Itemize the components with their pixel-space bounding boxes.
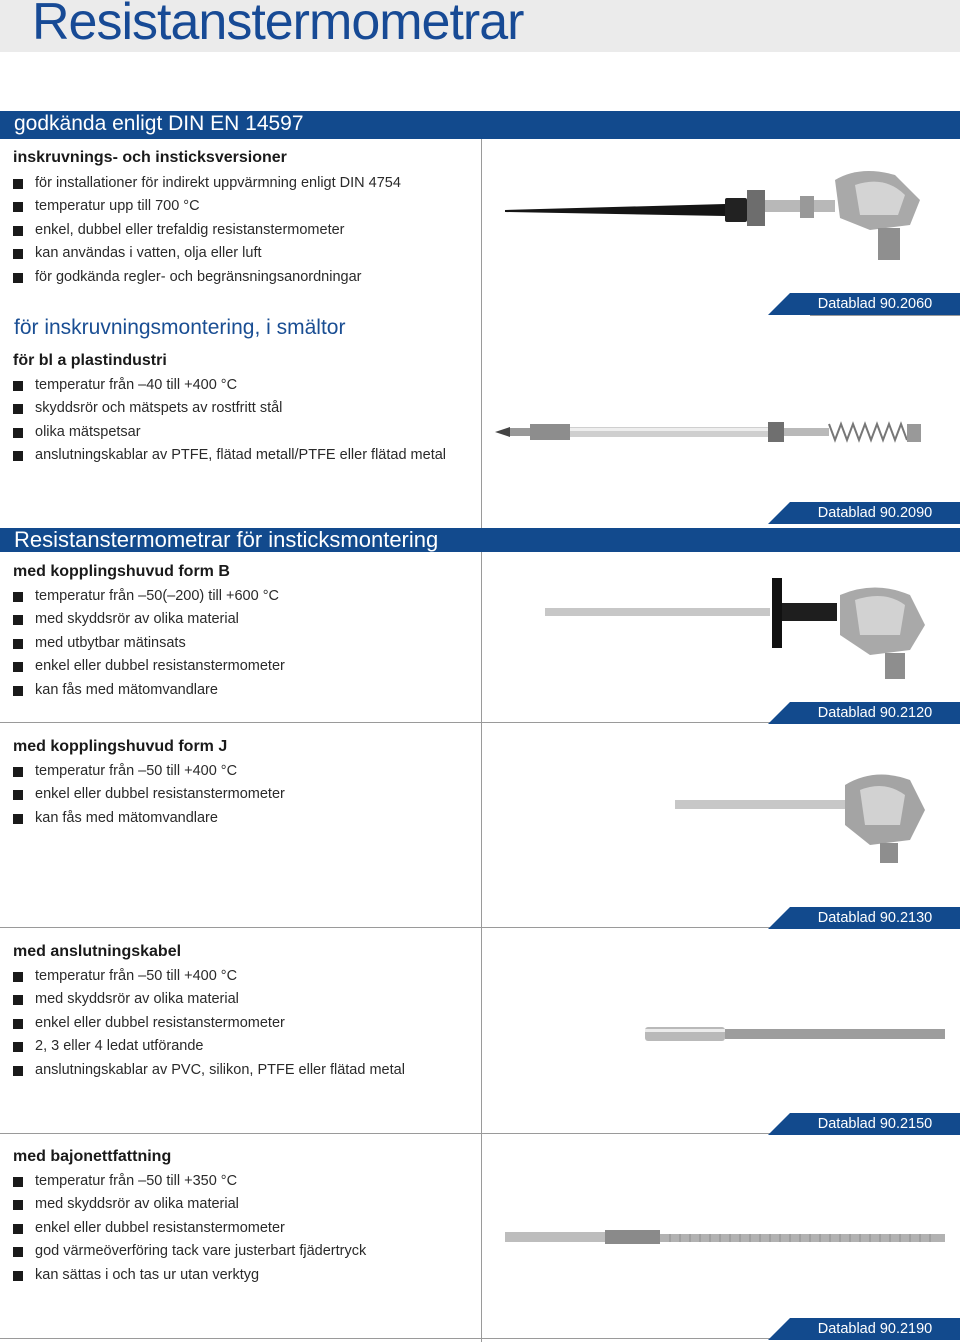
list-item: enkel eller dubbel resistanstermometer <box>13 1012 405 1035</box>
thermometer-head-j-image <box>640 765 940 865</box>
section-divider <box>810 315 960 316</box>
feature-list <box>13 585 285 702</box>
section-heading: med bajonettfattning <box>13 1148 172 1165</box>
section-heading: med anslutningskabel <box>13 943 182 960</box>
insertion-band-label: Resistanstermometrar för insticksmontering <box>14 527 439 552</box>
list-item: med utbytbar mätinsats <box>13 632 285 655</box>
approval-band <box>0 111 960 139</box>
insertion-band <box>0 528 960 552</box>
list-item: anslutningskablar av PTFE, flätad metall/PTFE eller flätad metal <box>13 444 446 467</box>
list-item: temperatur från –40 till +400 °C <box>13 374 446 397</box>
page-title: Resistanstermometrar <box>32 0 524 51</box>
list-item: temperatur från –50 till +350 °C <box>13 1170 366 1193</box>
datasheet-tab: Datablad 90.2150 <box>790 1113 960 1135</box>
list-item: kan sättas i och tas ur utan verktyg <box>13 1264 366 1287</box>
list-item: temperatur från –50 till +400 °C <box>13 760 285 783</box>
column-divider <box>481 139 482 528</box>
datasheet-tab: Datablad 90.2060 <box>790 293 960 315</box>
section-heading: inskruvnings- och insticksversioner <box>13 149 287 166</box>
approval-band-label: godkända enligt DIN EN 14597 <box>14 112 304 135</box>
thermometer-screw-in-image <box>500 160 940 280</box>
list-item: anslutningskablar av PVC, silikon, PTFE eller flätad metal <box>13 1059 405 1082</box>
datasheet-tab: Datablad 90.2130 <box>790 907 960 929</box>
section-heading: med kopplingshuvud form B <box>13 563 230 580</box>
list-item: med skyddsrör av olika material <box>13 608 285 631</box>
datasheet-tab: Datablad 90.2120 <box>790 702 960 724</box>
list-item: temperatur upp till 700 °C <box>13 195 401 218</box>
section-heading: för bl a plastindustri <box>13 352 167 369</box>
thermometer-cable-image <box>640 1020 950 1050</box>
datasheet-tab: Datablad 90.2090 <box>790 502 960 524</box>
list-item: med skyddsrör av olika material <box>13 1193 366 1216</box>
list-item: 2, 3 eller 4 ledat utförande <box>13 1035 405 1058</box>
list-item: för godkända regler- och begränsningsanordningar <box>13 266 401 289</box>
thermometer-head-b-image <box>540 575 940 685</box>
list-item: med skyddsrör av olika material <box>13 988 405 1011</box>
feature-list <box>13 760 285 830</box>
list-item: olika mätspetsar <box>13 421 446 444</box>
thermometer-bayonet-image <box>500 1220 950 1260</box>
feature-list <box>13 172 401 289</box>
datasheet-tab: Datablad 90.2190 <box>790 1318 960 1340</box>
feature-list <box>13 374 446 468</box>
list-item: enkel, dubbel eller trefaldig resistanstermometer <box>13 219 401 242</box>
thermometer-melt-image <box>490 410 930 460</box>
list-item: temperatur från –50(–200) till +600 °C <box>13 585 285 608</box>
list-item: temperatur från –50 till +400 °C <box>13 965 405 988</box>
list-item: enkel eller dubbel resistanstermometer <box>13 655 285 678</box>
list-item: kan användas i vatten, olja eller luft <box>13 242 401 265</box>
feature-list <box>13 1170 366 1287</box>
column-divider <box>481 552 482 1342</box>
section-subtitle: för inskruvningsmontering, i smältor <box>14 316 346 339</box>
list-item: enkel eller dubbel resistanstermometer <box>13 783 285 806</box>
list-item: enkel eller dubbel resistanstermometer <box>13 1217 366 1240</box>
list-item: för installationer för indirekt uppvärmning enligt DIN 4754 <box>13 172 401 195</box>
section-heading: med kopplingshuvud form J <box>13 738 228 755</box>
list-item: skyddsrör och mätspets av rostfritt stål <box>13 397 446 420</box>
list-item: god värmeöverföring tack vare justerbart fjädertryck <box>13 1240 366 1263</box>
feature-list <box>13 965 405 1082</box>
list-item: kan fås med mätomvandlare <box>13 807 285 830</box>
list-item: kan fås med mätomvandlare <box>13 679 285 702</box>
